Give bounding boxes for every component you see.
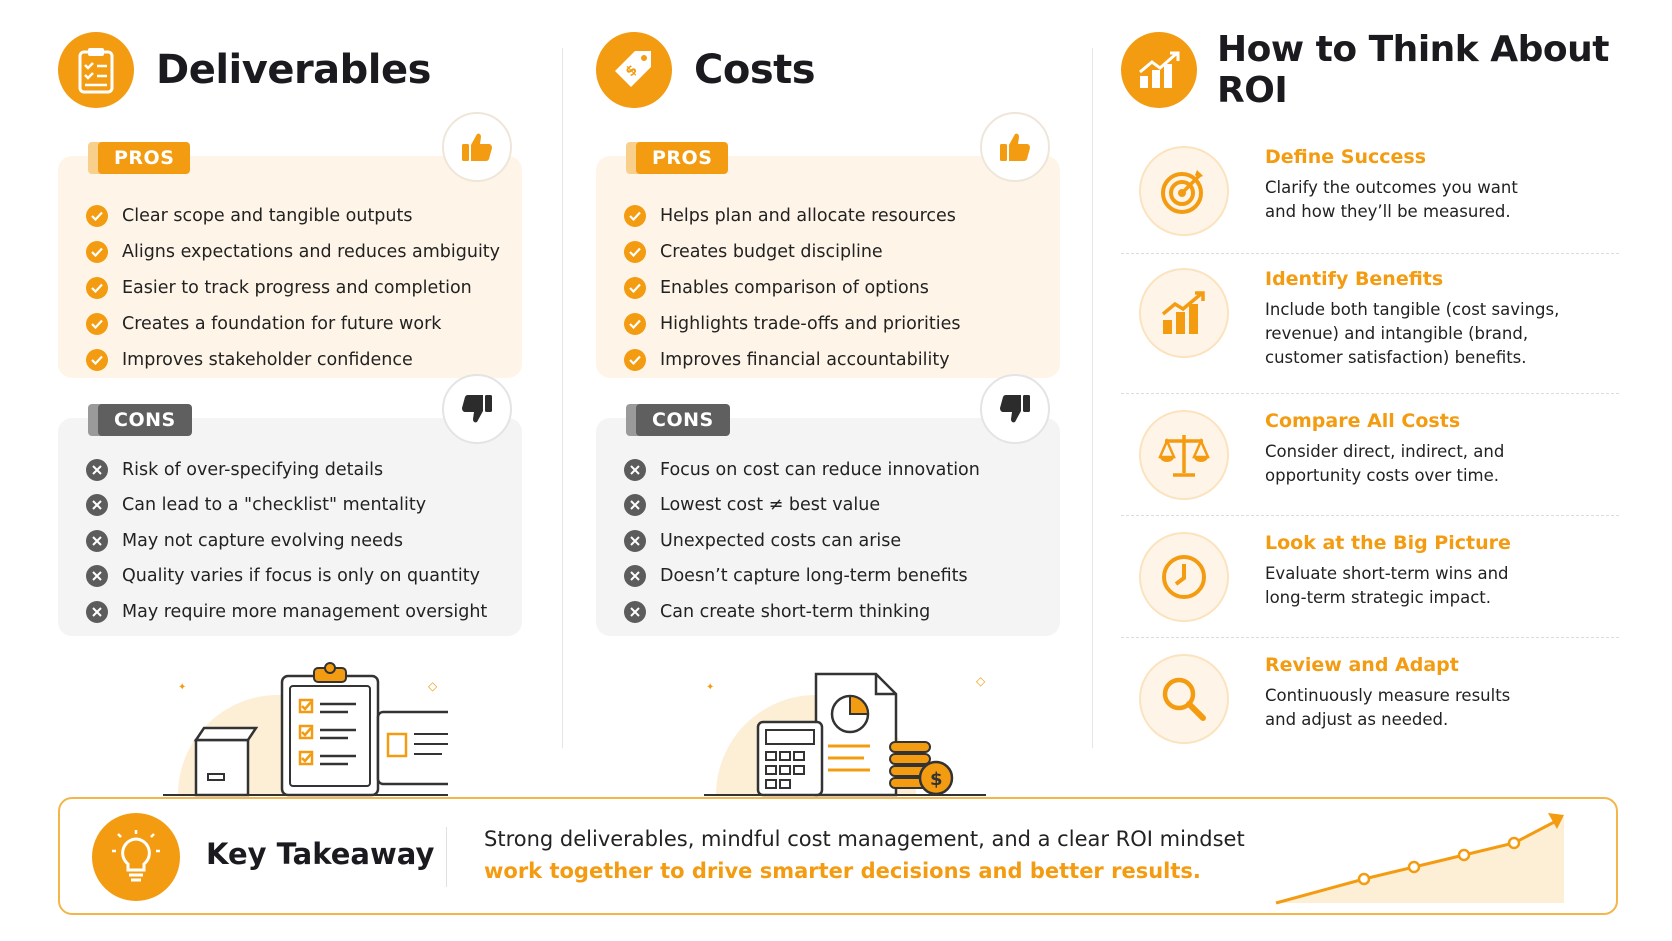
svg-text:◇: ◇ [428,679,438,693]
costs-illustration [646,630,986,800]
x-icon [624,601,646,623]
roi-item-desc: Consider direct, indirect, and opportunity costs over time. [1265,442,1505,485]
x-icon [624,530,646,552]
list-item: Creates budget discipline [624,234,960,270]
check-icon [624,349,646,371]
list-item: Enables comparison of options [624,270,960,306]
takeaway-highlight: work together to drive smarter decisions and better results. [484,859,1201,883]
roi-item [1121,254,1619,394]
roi-item [1121,516,1619,638]
svg-text:$: $ [930,769,943,790]
cons-box [596,409,1060,636]
list-item: Focus on cost can reduce innovation [624,452,980,488]
deliverables-illustration [108,630,448,800]
x-icon [86,494,108,516]
column-divider [1092,48,1093,748]
cons-tag: CONS [98,404,192,436]
check-icon [86,349,108,371]
roi-item-title: Identify Benefits [1265,268,1444,290]
cons-box [58,409,522,636]
list-item: Aligns expectations and reduces ambiguity [86,234,500,270]
check-icon [86,277,108,299]
clipboard-icon [58,32,134,108]
roi-header [1121,30,1619,110]
clock-icon [1139,532,1229,622]
list-item: Lowest cost ≠ best value [624,488,980,524]
roi-item-desc: Include both tangible (cost savings, revenue) and intangible (brand, customer satisfaction) benefits. [1265,300,1560,367]
x-icon [624,459,646,481]
list-item: Improves financial accountability [624,342,960,378]
growth-chart-icon [1121,32,1197,108]
list-item: Improves stakeholder confidence [86,342,500,378]
costs-column [596,30,1066,790]
list-item: Risk of over-specifying details [86,452,487,488]
roi-item-title: Compare All Costs [1265,410,1461,432]
x-icon [86,530,108,552]
list-item: Doesn’t capture long-term benefits [624,559,980,595]
list-item: Can create short-term thinking [624,594,980,630]
roi-item [1121,394,1619,516]
roi-item [1121,638,1619,754]
pros-box [58,147,522,378]
price-tag-icon [596,32,672,108]
costs-header [596,30,1066,110]
roi-item-desc: Evaluate short-term wins and long-term strategic impact. [1265,564,1509,607]
pros-box [596,147,1060,378]
deliverables-column [58,30,528,693]
check-icon [86,241,108,263]
svg-text:$: $ [622,61,641,81]
list-item: May not capture evolving needs [86,523,487,559]
list-item: Highlights trade-offs and priorities [624,306,960,342]
roi-list [1121,136,1619,754]
list-item: Creates a foundation for future work [86,306,500,342]
thumbs-down-icon [442,374,512,444]
roi-item-title: Define Success [1265,146,1427,168]
roi-item [1121,136,1619,254]
takeaway-title: Key Takeaway [206,837,435,871]
key-takeaway-panel [58,797,1618,915]
list-item: Unexpected costs can arise [624,523,980,559]
cons-tag: CONS [636,404,730,436]
x-icon [86,565,108,587]
check-icon [86,313,108,335]
x-icon [624,565,646,587]
takeaway-divider [446,827,447,887]
x-icon [86,601,108,623]
roi-item-title: Look at the Big Picture [1265,532,1511,554]
list-item: Helps plan and allocate resources [624,198,960,234]
target-icon [1139,146,1229,236]
thumbs-up-icon [980,112,1050,182]
roi-column [1121,29,1619,729]
column-divider [562,48,563,748]
bar-chart-icon [1139,268,1229,358]
list-item: Can lead to a "checklist" mentality [86,488,487,524]
check-icon [86,205,108,227]
magnifier-icon [1139,654,1229,744]
list-item: Quality varies if focus is only on quantity [86,559,487,595]
column-title: Costs [694,47,816,93]
x-icon [86,459,108,481]
deliverables-header [58,30,528,110]
check-icon [624,277,646,299]
takeaway-text: Strong deliverables, mindful cost management, and a clear ROI mindset [484,827,1245,851]
thumbs-down-icon [980,374,1050,444]
check-icon [624,241,646,263]
svg-text:✦: ✦ [178,682,187,693]
pros-tag: PROS [98,142,190,174]
list-item: Easier to track progress and completion [86,270,500,306]
roi-item-title: Review and Adapt [1265,654,1459,676]
check-icon [624,313,646,335]
lightbulb-icon [92,813,180,901]
x-icon [624,494,646,516]
growth-trend-icon [1274,809,1574,907]
roi-item-desc: Continuously measure results and adjust as needed. [1265,686,1511,729]
check-icon [624,205,646,227]
list-item: Clear scope and tangible outputs [86,198,500,234]
svg-text:✦: ✦ [706,682,715,693]
roi-item-desc: Clarify the outcomes you want and how they’ll be measured. [1265,178,1518,221]
column-title: How to Think About ROI [1217,29,1609,111]
pros-tag: PROS [636,142,728,174]
svg-text:◇: ◇ [976,674,986,688]
scales-icon [1139,410,1229,500]
thumbs-up-icon [442,112,512,182]
list-item: May require more management oversight [86,594,487,630]
column-title: Deliverables [156,47,431,93]
